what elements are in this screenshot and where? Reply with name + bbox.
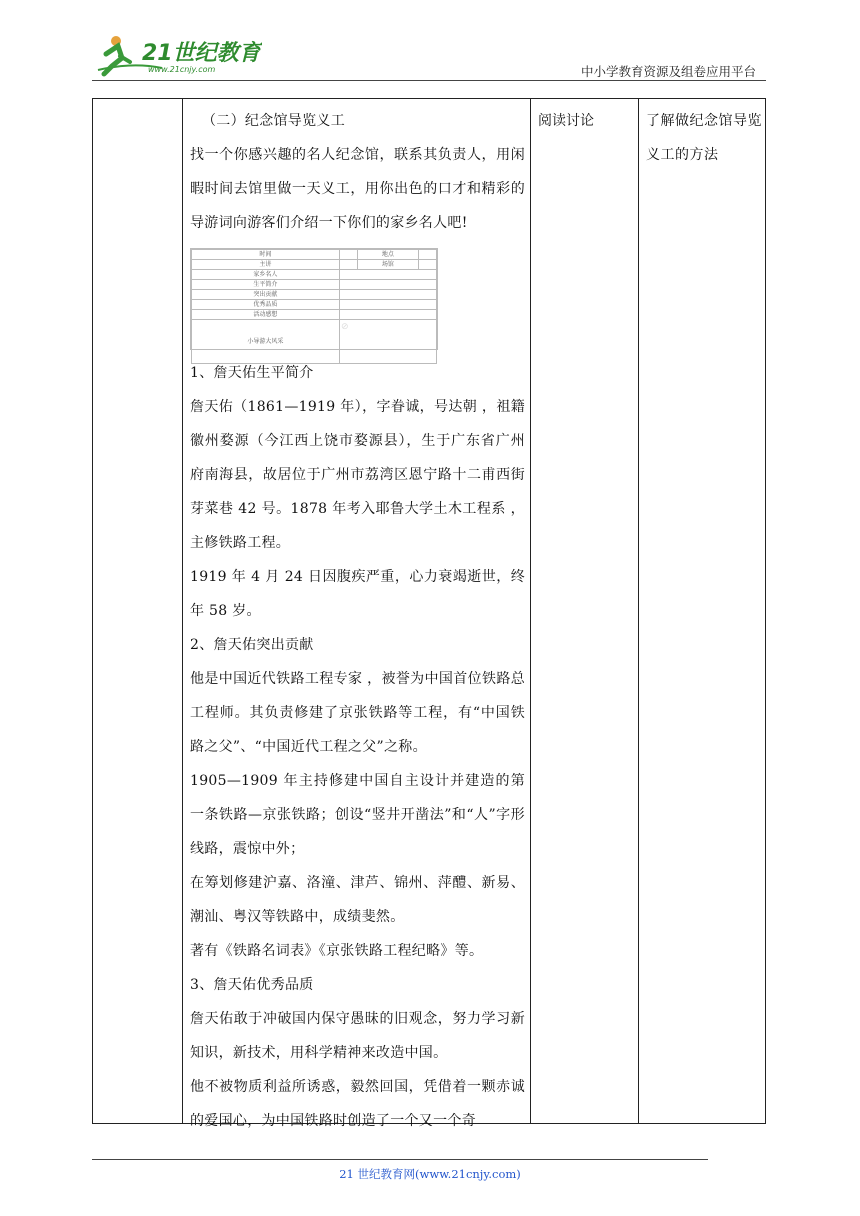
page-footer: 21 世纪教育网(www.21cnjy.com): [339, 1167, 521, 1181]
activity-content: [190, 104, 525, 1138]
column-divider-3: [638, 99, 639, 1123]
heading-biography: 1、詹天佑生平简介: [190, 365, 314, 381]
column-divider-2: [530, 99, 531, 1123]
watermark: ⊘: [341, 322, 349, 332]
page-header: [0, 0, 860, 86]
intro-paragraph: 找一个你感兴趣的名人纪念馆，联系其负责人，用闲暇时间去馆里做一天义工，用你出色的口才和精彩的导游词向游客们介绍一下你们的家乡名人吧!: [190, 147, 525, 231]
death-paragraph: 1919 年 4 月 24 日因腹疾严重，心力衰竭逝世，终年 58 岁。: [190, 569, 525, 619]
footer-divider: [92, 1159, 708, 1160]
contribution-paragraph-3: 在筹划修建沪嘉、洛潼、津芦、锦州、萍醴、新易、潮汕、粤汉等铁路中，成绩斐然。: [190, 875, 525, 925]
student-activity: 阅读讨论: [538, 113, 594, 129]
platform-name: 中小学教育资源及组卷应用平台: [580, 64, 756, 79]
quality-paragraph-2: 他不被物质利益所诱惑，毅然回国，凭借着一颗赤诚的爱国心，为中国铁路时创造了一个又一个奇: [190, 1079, 525, 1129]
section-title: （二）纪念馆导览义工: [202, 113, 345, 129]
activity-form-image: 时间 地点 主讲 场馆 家乡名人 生平简介 突出贡献 优秀品质 活动感想 小导游大风采 ⊘: [190, 248, 438, 350]
svg-text:21世纪教育: 21世纪教育: [142, 41, 261, 66]
column-divider-1: [182, 99, 183, 1123]
svg-text:www.21cnjy.com: www.21cnjy.com: [148, 65, 216, 74]
biography-paragraph: 詹天佑（1861—1919 年），字眷诚，号达朝 ，祖籍徽州婺源（今江西上饶市婺源县），生于广东省广州府南海县，故居位于广州市荔湾区恩宁路十二甫西街芽菜巷 42 号。1878 年考入耶鲁大学土木工程系 ，主修铁路工程。: [190, 399, 525, 551]
heading-contribution: 2、詹天佑突出贡献: [190, 637, 314, 653]
heading-quality: 3、詹天佑优秀品质: [190, 977, 314, 993]
quality-paragraph-1: 詹天佑敢于冲破国内保守愚昧的旧观念，努力学习新知识，新技术，用科学精神来改造中国。: [190, 1011, 525, 1061]
contribution-paragraph-2: 1905—1909 年主持修建中国自主设计并建造的第一条铁路—京张铁路；创设“竖井开凿法”和“人”字形线路，震惊中外；: [190, 773, 525, 857]
site-logo: [92, 32, 262, 80]
design-intent: 了解做纪念馆导览义工的方法: [646, 113, 762, 163]
works-paragraph: 著有《铁路名词表》《京张铁路工程纪略》等。: [190, 943, 484, 959]
header-divider: [92, 80, 766, 81]
contribution-paragraph-1: 他是中国近代铁路工程专家 ，被誉为中国首位铁路总工程师。其负责修建了京张铁路等工程，有“中国铁路之父”、“中国近代工程之父”之称。: [190, 671, 525, 755]
